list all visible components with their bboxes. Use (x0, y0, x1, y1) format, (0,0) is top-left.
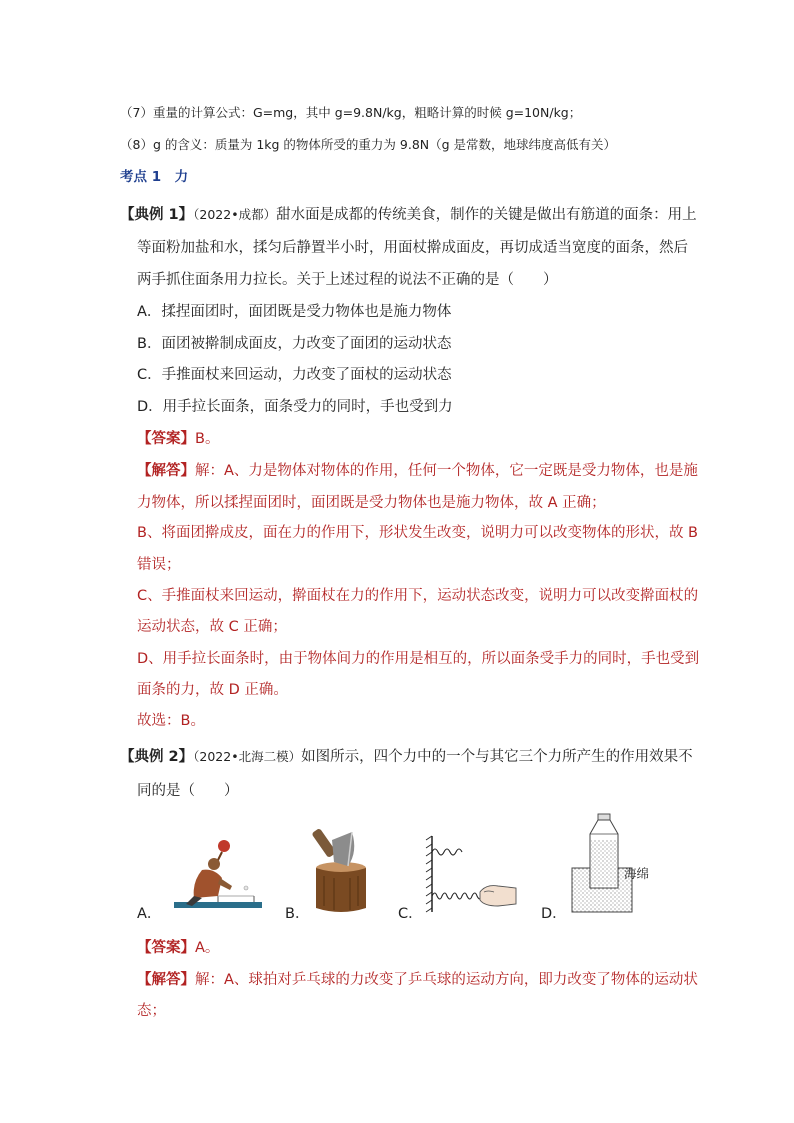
example1-solution-text-1: 解：A、力是物体对物体的作用，任何一个物体，它一定既是受力物体，也是施 (195, 463, 698, 479)
example2-answer-tag: 【答案】 (137, 940, 195, 956)
example1-answer (137, 427, 219, 448)
example1-solution-tag: 【解答】 (137, 463, 195, 479)
example1-answer-value: B。 (195, 431, 220, 447)
example1-header (120, 203, 697, 224)
example2-solution-line-1 (137, 968, 698, 989)
example2-answer-value: A。 (195, 940, 220, 956)
example1-option-b: B．面团被擀制成面皮，力改变了面团的运动状态 (137, 336, 452, 352)
example1-stem-2: 等面粉加盐和水，揉匀后静置半小时，用面杖擀成面皮，再切成适当宽度的面条，然后 (137, 240, 688, 256)
example1-stem-1: 甜水面是成都的传统美食，制作的关键是做出有筋道的面条：用上 (276, 207, 697, 223)
table-tennis-figure (172, 838, 267, 913)
example1-solution-line-6: 运动状态，故 C 正确； (137, 619, 287, 635)
example2-solution-line-2: 态； (137, 1003, 166, 1019)
example1-solution-line-1 (137, 459, 698, 480)
note-8: （8）g 的含义：质量为 1kg 的物体所受的重力为 9.8N（g 是常数，地球纬度高低有关） (120, 137, 617, 152)
spring-hand-figure (424, 834, 519, 916)
example1-solution-line-2: 力物体，所以揉捏面团时，面团既是受力物体也是施力物体，故 A 正确； (137, 495, 606, 511)
example1-option-d: D．用手拉长面条，面条受力的同时，手也受到力 (137, 399, 453, 415)
figure-d-label: D． (541, 906, 567, 922)
example2-answer (137, 936, 219, 957)
example1-option-c: C．手推面杖来回运动，力改变了面杖的运动状态 (137, 367, 452, 383)
axe-stump-figure (310, 826, 372, 914)
example1-solution-line-5: C、手推面杖来回运动，擀面杖在力的作用下，运动状态改变，说明力可以改变擀面杖的 (137, 588, 699, 604)
figure-b-label: B． (285, 906, 310, 922)
example1-solution-line-8: 面条的力，故 D 正确。 (137, 682, 288, 698)
example2-stem-2: 同的是（ ） (137, 783, 239, 799)
example2-stem-1: 如图所示，四个力中的一个与其它三个力所产生的作用效果不 (301, 749, 693, 765)
example1-option-a: A．揉捏面团时，面团既是受力物体也是施力物体 (137, 304, 452, 320)
example2-source: （2022•北海二模） (193, 749, 302, 764)
sponge-label: 海绵 (624, 866, 650, 881)
section-title: 考点 1 力 (120, 169, 189, 185)
example2-tag: 【典例 2】 (120, 749, 194, 765)
example1-solution-line-9: 故选：B。 (137, 713, 205, 729)
example1-answer-tag: 【答案】 (137, 431, 195, 447)
example1-solution-line-3: B、将面团擀成皮，面在力的作用下，形状发生改变，说明力可以改变物体的形状，故 B (137, 525, 699, 541)
example2-solution-tag: 【解答】 (137, 972, 195, 988)
figure-c-label: C． (398, 906, 423, 922)
figure-a-label: A． (137, 906, 162, 922)
example1-solution-line-7: D、用手拉长面条时，由于物体间力的作用是相互的，所以面条受手力的同时，手也受到 (137, 651, 700, 667)
example2-header (120, 745, 693, 766)
example2-solution-text-1: 解：A、球拍对乒乓球的力改变了乒乓球的运动方向，即力改变了物体的运动状 (195, 972, 698, 988)
example1-tag: 【典例 1】 (120, 207, 194, 223)
example1-source: （2022•成都） (193, 207, 277, 222)
note-7: （7）重量的计算公式：G=mg，其中 g=9.8N/kg，粗略计算的时候 g=10N/kg； (120, 105, 582, 120)
example1-solution-line-4: 错误； (137, 557, 181, 573)
bottle-sponge-figure (566, 812, 666, 914)
example1-stem-3: 两手抓住面条用力拉长。关于上述过程的说法不正确的是（ ） (137, 272, 558, 288)
